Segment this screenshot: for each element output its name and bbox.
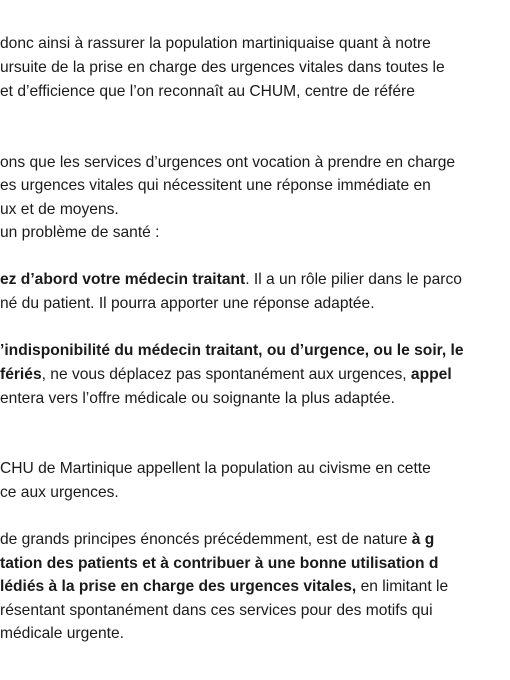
paragraph-2-line-4: un problème de santé : [0, 224, 160, 241]
paragraph-3-line-1 [0, 270, 462, 290]
paragraph-4-bold-text: ’indisponibilité du médecin traitant, ou d’urgence, ou le soir, le [0, 342, 464, 359]
paragraph-6-line-4: résentant spontanément dans ces services pour des motifs qui [0, 602, 433, 619]
paragraph-2-line-2: es urgences vitales qui nécessitent une réponse immédiate en [0, 177, 431, 194]
paragraph-1-line-2: ursuite de la prise en charge des urgences vitales dans toutes le [0, 59, 445, 76]
paragraph-6-line-1 [0, 530, 434, 550]
paragraph-2-line-1: ons que les services d’urgences ont vocation à prendre en charge [0, 154, 456, 171]
paragraph-6-line-5: médicale urgente. [0, 625, 124, 642]
paragraph-6-line-2 [0, 554, 438, 574]
paragraph-6-bold-line-2: tation des patients et à contribuer à une bonne utilisation d [0, 555, 439, 572]
paragraph-5-line-2: ce aux urgences. [0, 484, 119, 501]
paragraph-4-text: , ne vous déplacez pas spontanément aux urgences, [41, 366, 411, 383]
paragraph-3-line-2: né du patient. Il pourra apporter une réponse adaptée. [0, 295, 375, 312]
paragraph-4-line-3: entera vers l’offre médicale ou soignante la plus adaptée. [0, 390, 396, 407]
paragraph-6-text: de grands principes énoncés précédemment, est de nature [0, 531, 412, 548]
paragraph-5-line-1: CHU de Martinique appellent la population au civisme en cette [0, 460, 431, 477]
paragraph-4-line-2 [0, 365, 452, 385]
paragraph-3-bold-text: ez d’abord votre médecin traitant [0, 271, 246, 288]
paragraph-4-line-1 [0, 341, 464, 361]
paragraph-6-line-3 [0, 577, 448, 597]
paragraph-6-bold-end: à g [411, 531, 435, 548]
paragraph-6-text-line-3: en limitant le [356, 578, 449, 595]
paragraph-1-line-3: et d’efficience que l’on reconnaît au CHUM, centre de référe [0, 83, 415, 100]
paragraph-6-bold-line-3: lédiés à la prise en charge des urgences vitales, [0, 578, 357, 595]
paragraph-3-text: . Il a un rôle pilier dans le parco [245, 271, 462, 288]
paragraph-2-line-3: ux et de moyens. [0, 201, 119, 218]
paragraph-4-bold-feries: fériés [0, 366, 42, 383]
paragraph-4-bold-appel: appel [410, 366, 452, 383]
paragraph-1-line-1: donc ainsi à rassurer la population martiniquaise quant à notre [0, 35, 431, 52]
